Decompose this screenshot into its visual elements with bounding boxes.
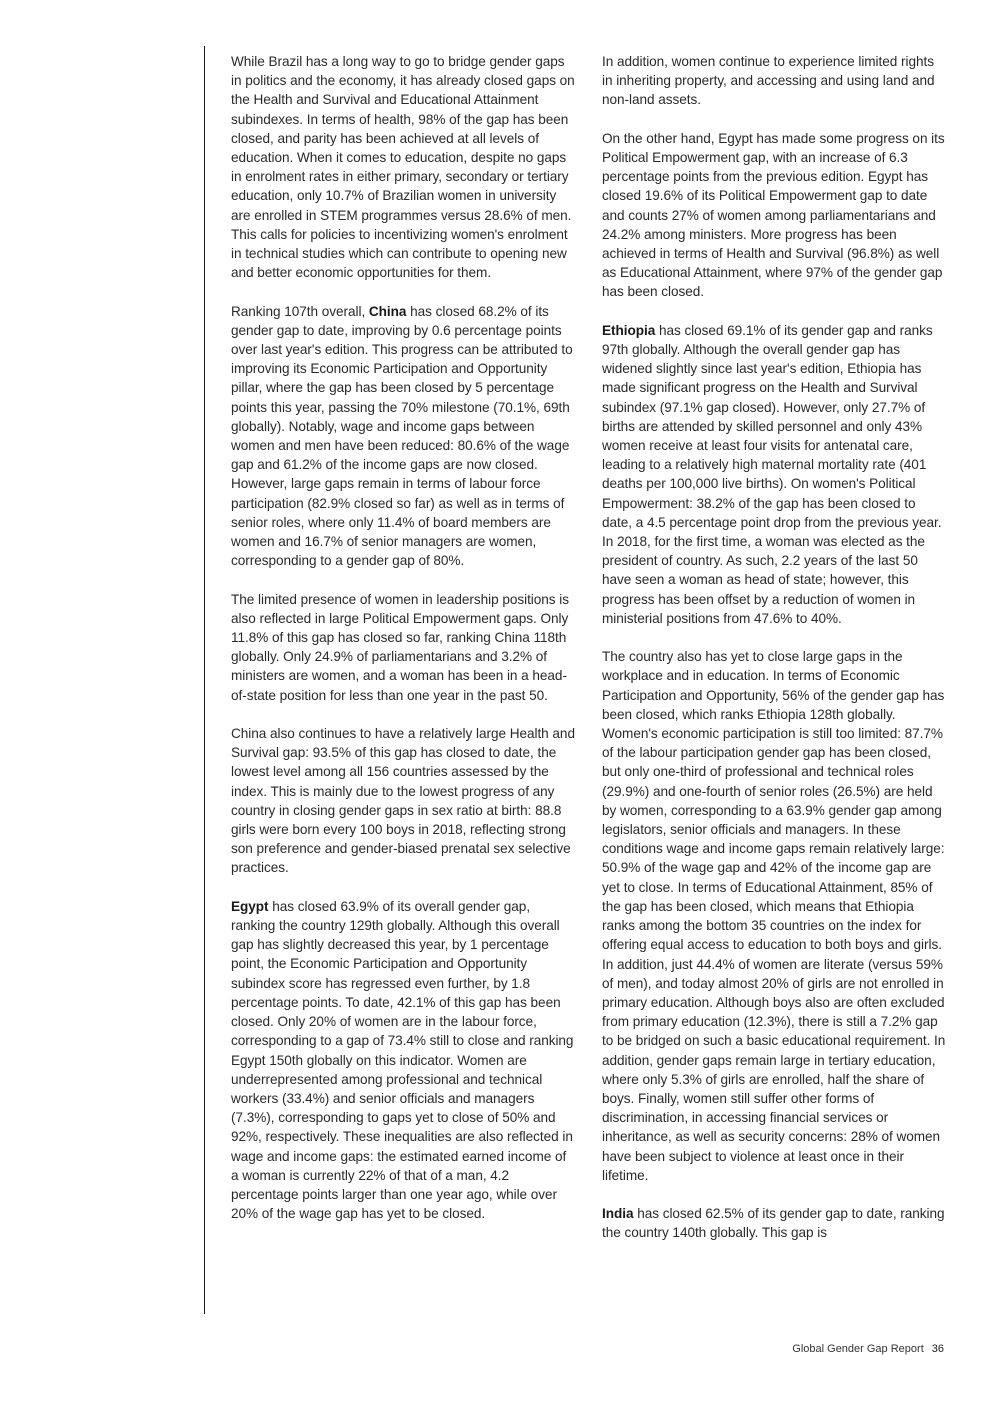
paragraph-ethiopia — [602, 321, 947, 628]
brazil-text: While Brazil has a long way to go to bridge gender gaps in politics and the economy, it has already closed gaps on the Health and Survival and Educational Attainment subindexes. In terms of health, 98% of the gap has been closed, and parity has been achieved at all levels of education. When it comes to education, despite no gaps in enrolment rates in either primary, secondary or tertiary education, only 10.7% of Brazilian women in university are enrolled in STEM programmes versus 28.6% of men. This calls for policies to incentivizing women's enrolment in technical studies which can contribute to opening new and better economic opportunities for them. — [231, 54, 575, 281]
margin-rule — [204, 46, 205, 1314]
page-footer — [792, 1343, 944, 1355]
page-number: 36 — [931, 1343, 944, 1355]
paragraph-china-political — [231, 590, 576, 705]
paragraph-ethiopia-workplace — [602, 647, 947, 1185]
country-name-china: China — [368, 303, 407, 319]
paragraph-egypt — [231, 897, 576, 1223]
ethiopia-text: has closed 69.1% of its gender gap and ranks 97th globally. Although the overall gender gap has widened slightly since last year's edition, Ethiopia has made significant progress on the Health and Survival subindex (97.1% gap closed). However, only 27.7% of births are attended by skilled personnel and only 43% women receive at least four visits for antenatal care, leading to a relatively high maternal mortality rate (401 deaths per 100,000 live births). On women's Political Empowerment: 38.2% of the gap has been closed to date, a 4.5 percentage point drop from the previous year. In 2018, for the first time, a woman was elected as the president of country. As such, 2.2 years of the last 50 have seen a woman as head of state; however, this progress has been offset by a reduction of women in ministerial positions from 47.6% to 40%. — [602, 322, 942, 626]
right-column — [602, 52, 947, 1243]
china-text: has closed 68.2% of its gender gap to date, improving by 0.6 percentage points over last year's edition. This progress can be attributed to improving its Economic Participation and Opportunity pillar, where the gap has been closed by 5 percentage points this year, passing the 70% milestone (70.1%, 69th globally). Notably, wage and income gaps between women and men have been reduced: 80.6% of the wage gap and 61.2% of the income gaps are now closed. However, large gaps remain in terms of labour force participation (82.9% closed so far) as well as in terms of senior roles, where only 11.4% of board members are women and 16.7% of senior managers are women, corresponding to a gender gap of 80%. — [231, 303, 573, 569]
paragraph-egypt-political — [602, 129, 947, 302]
egypt-rights-text: In addition, women continue to experience limited rights in inheriting property, and accessing and using land and non-land assets. — [602, 54, 935, 108]
egypt-political-text: On the other hand, Egypt has made some progress on its Political Empowerment gap, with an increase of 6.3 percentage points from the previous edition. Egypt has closed 19.6% of its Political Empowerment gap to date and counts 27% of women among parliamentarians and 24.2% among ministers. More progress has been achieved in terms of Health and Survival (96.8%) as well as Educational Attainment, where 97% of the gender gap has been closed. — [602, 130, 945, 300]
paragraph-china-health — [231, 724, 576, 878]
left-column — [231, 52, 576, 1223]
india-text: has closed 62.5% of its gender gap to date, ranking the country 140th globally. This gap is — [602, 1206, 945, 1241]
paragraph-brazil — [231, 52, 576, 282]
country-name-egypt: Egypt — [231, 898, 269, 914]
paragraph-china — [231, 302, 576, 571]
china-lead: Ranking 107th overall, — [231, 303, 369, 319]
china-political-text: The limited presence of women in leadership positions is also reflected in large Political Empowerment gaps. Only 11.8% of this gap has closed so far, ranking China 118th globally. Only 24.9% of parliamentarians and 3.2% of ministers are women, and a woman has been in a head-of-state position for less than one year in the past 50. — [231, 591, 569, 703]
paragraph-egypt-rights — [602, 52, 947, 110]
country-name-ethiopia: Ethiopia — [602, 322, 656, 338]
paragraph-india — [602, 1204, 947, 1242]
china-health-text: China also continues to have a relatively large Health and Survival gap: 93.5% of this gap has closed to date, the lowest level among all 156 countries assessed by the index. This is mainly due to the lowest progress of any country in closing gender gaps in sex ratio at birth: 88.8 girls were born every 100 boys in 2018, reflecting strong son preference and gender-biased prenatal sex selective practices. — [231, 726, 575, 876]
egypt-text: has closed 63.9% of its overall gender gap, ranking the country 129th globally. Although this overall gap has slightly decreased this year, by 1 percentage point, the Economic Participation and Opportunity subindex score has regressed even further, by 1.8 percentage points. To date, 42.1% of this gap has been closed. Only 20% of women are in the labour force, corresponding to a gap of 73.4% still to close and ranking Egypt 150th globally on this indicator. Women are underrepresented among professional and technical workers (33.4%) and senior officials and managers (7.3%), corresponding to gaps yet to close of 50% and 92%, respectively. These inequalities are also reflected in wage and income gaps: the estimated earned income of a woman is currently 22% of that of a man, 4.2 percentage points larger than one year ago, while over 20% of the wage gap has yet to be closed. — [231, 898, 574, 1222]
ethiopia-workplace-text: The country also has yet to close large gaps in the workplace and in education. In terms of Economic Participation and Opportunity, 56% of the gender gap has been closed, which ranks Ethiopia 128th globally. Women's economic participation is still too limited: 87.7% of the labour participation gender gap has been closed, but only one-third of professional and technical roles (29.9%) and one-fourth of senior roles (26.5%) are held by women, corresponding to a 63.9% gender gap among legislators, senior officials and managers. In these conditions wage and income gaps remain relatively large: 50.9% of the wage gap and 42% of the income gap are yet to close. In terms of Educational Attainment, 85% of the gap has been closed, which means that Ethiopia ranks among the bottom 35 countries on the index for offering equal access to education to both boys and girls. In addition, just 44.4% of women are literate (versus 59% of men), and today almost 20% of girls are not enrolled in primary education. Although boys also are often excluded from primary education (12.3%), there is still a 7.2% gap to be bridged on such a basic educational requirement. In addition, gender gaps remain large in tertiary education, where only 5.3% of girls are enrolled, half the share of boys. Finally, women still suffer other forms of discrimination, in accessing financial services or inheritance, as well as security concerns: 28% of women have been subject to violence at least once in their lifetime. — [602, 649, 946, 1183]
country-name-india: India — [602, 1206, 634, 1222]
report-title: Global Gender Gap Report — [792, 1343, 924, 1355]
